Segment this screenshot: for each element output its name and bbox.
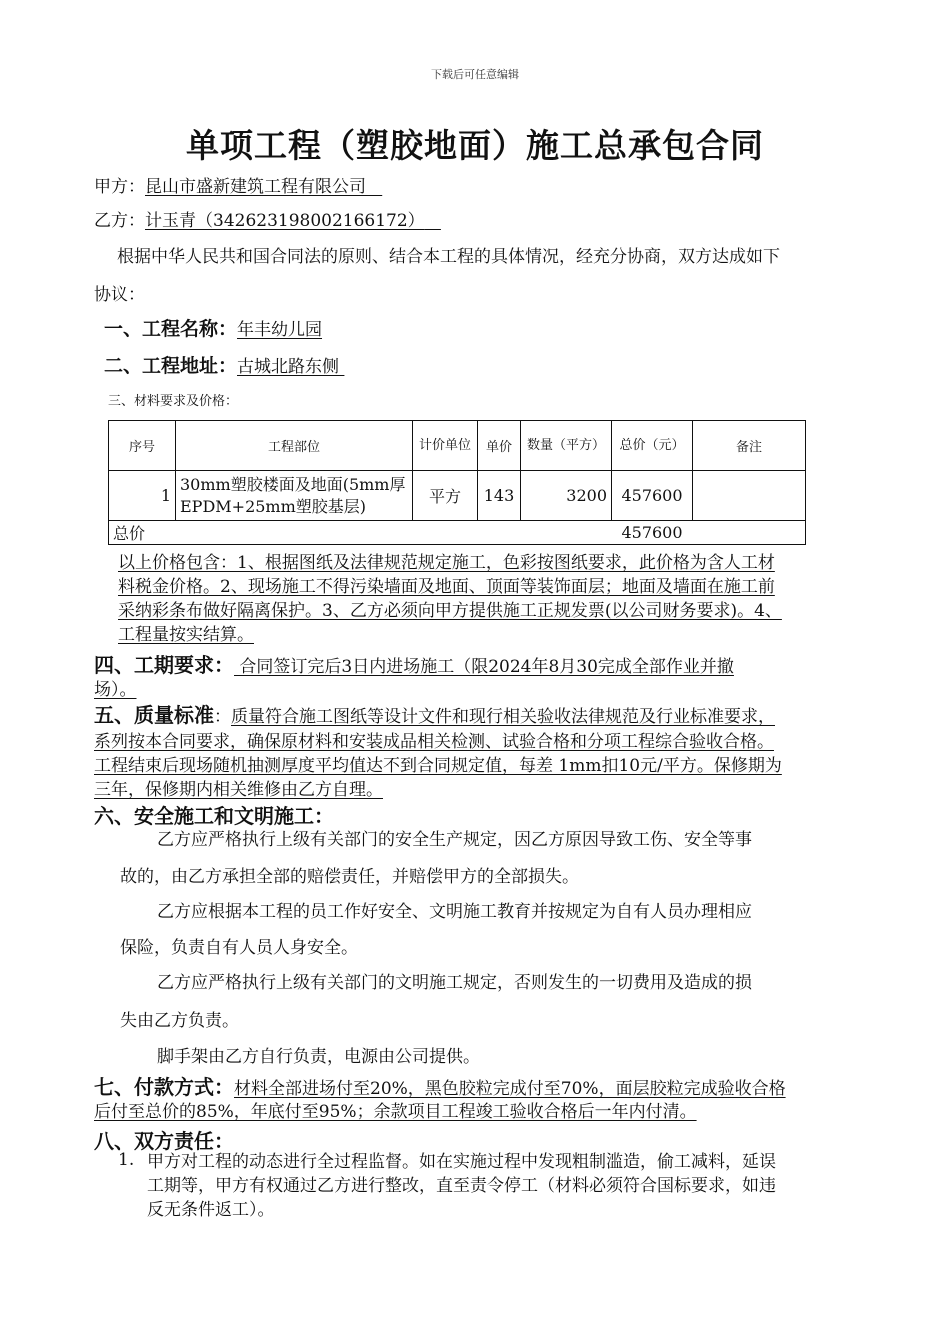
th-price: 单价 [478,421,521,471]
section-8-item-1-line-3: 反无条件返工）。 [147,1200,275,1220]
section-2-value: 古城北路东侧 [237,357,340,377]
cell-qty: 3200 [521,471,612,521]
cell-note [693,471,806,521]
section-8-item-1 [147,1150,776,1222]
section-2 [104,351,344,378]
section-6-label: 六、安全施工和文明施工： [94,804,334,828]
cell-no: 1 [109,471,176,521]
section-8-label: 八、双方责任： [94,1129,234,1153]
header-note: 下载后可任意编辑 [431,68,519,81]
section-6-p4: 脚手架由乙方自行负责，电源由公司提供。 [157,1047,480,1067]
th-unit: 计价单位 [413,421,478,471]
sum-value: 457600 [612,521,693,545]
table-row [109,471,806,521]
section-7-label: 七、付款方式： [94,1075,234,1099]
section-6-p3b: 失由乙方负责。 [120,1011,239,1031]
cell-price: 143 [478,471,521,521]
section-5-line-1: 质量符合施工图纸等设计文件和现行相关验收法律规范及行业标准要求， [231,707,775,727]
section-6-p1b: 故的，由乙方承担全部的赔偿责任，并赔偿甲方的全部损失。 [120,867,579,887]
price-note-line-1: 以上价格包含：1、根据图纸及法律规范规定施工，色彩按图纸要求，此价格为含人工材 [118,553,775,573]
section-5-line-4: 三年，保修期内相关维修由乙方自理。 [94,780,383,800]
price-note-line-2: 料税金价格。2、现场施工不得污染墙面及地面、顶面等装饰面层；地面及墙面在施工前 [118,577,775,597]
price-note-line-3: 采纳彩条布做好隔离保护。3、乙方必须向甲方提供施工正规发票(以公司财务要求)。4、 [118,601,782,621]
page-title: 单项工程（塑胶地面）施工总承包合同 [186,126,764,165]
section-4-line-1: 合同签订完后3日内进场施工（限2024年8月30完成全部作业并撤 [234,657,734,677]
materials-table [108,420,806,545]
section-5-label: 五、质量标准 [94,703,214,727]
price-note [118,551,782,647]
section-5-line-3: 工程结束后现场随机抽测厚度平均值达不到合同规定值，每差 1mm扣10元/平方。保修期为 [94,756,782,776]
cell-part: 30mm塑胶楼面及地面(5mm厚EPDM+25mm塑胶基层) [176,471,413,521]
section-7 [94,1074,786,1122]
section-4-label: 四、工期要求： [94,653,234,677]
party-a [94,172,382,197]
party-b-value: 计玉青（342623198002166172） [145,211,425,231]
section-6-p2a: 乙方应根据本工程的员工作好安全、文明施工教育并按规定为自有人员办理相应 [157,902,752,922]
section-3-label: 三、材料要求及价格： [108,394,239,409]
section-5: 五、质量标准：质量符合施工图纸等设计文件和现行相关验收法律规范及行业标准要求， 系列按本合同要求，确保原材料和安装成品相关检测、试验合格和分项工程综合验收合格。 工程结束后现场随机抽测厚度平均值达不到合同规定值，每差 1mm扣10元/平方。保修期为 三年，保修期内相关维修由乙方自理。 [94,703,782,800]
th-total: 总价（元） [612,421,693,471]
section-6-p1a: 乙方应严格执行上级有关部门的安全生产规定，因乙方原因导致工伤、安全等事 [157,830,752,850]
section-5-line-2: 系列按本合同要求，确保原材料和安装成品相关检测、试验合格和分项工程综合验收合格。 [94,732,774,752]
section-8-item-1-line-2: 工期等，甲方有权通过乙方进行整改，直至责令停工（材料必须符合国标要求，如违 [147,1176,776,1196]
party-a-label: 甲方： [94,177,145,197]
party-b [94,206,441,231]
section-4 [94,652,734,700]
sum-label: 总价 [109,521,612,545]
section-1-label: 一、工程名称： [104,318,238,340]
party-b-label: 乙方： [94,211,145,231]
section-7-line-2: 后付至总价的85%，年底付至95%；余款项目工程竣工验收合格后一年内付清。 [94,1102,697,1122]
section-2-label: 二、工程地址： [104,355,238,377]
section-7-line-1: 材料全部进场付至20%，黑色胶粒完成付至70%，面层胶粒完成验收合格 [234,1079,786,1099]
th-note: 备注 [693,421,806,471]
section-6-p3a: 乙方应严格执行上级有关部门的文明施工规定，否则发生的一切费用及造成的损 [157,973,752,993]
th-qty: 数量（平方） [521,421,612,471]
section-8-item-1-line-1: 甲方对工程的动态进行全过程监督。如在实施过程中发现粗制滥造，偷工减料，延误 [147,1152,776,1172]
intro-line-2: 协议： [94,285,145,305]
section-8-item-1-no: 1. [118,1150,135,1170]
party-a-value: 昆山市盛新建筑工程有限公司 [145,177,366,197]
cell-total: 457600 [612,471,693,521]
section-6-p2b: 保险，负责自有人员人身安全。 [120,938,358,958]
table-sum-row [109,521,806,545]
intro-line-1: 根据中华人民共和国合同法的原则、结合本工程的具体情况，经充分协商，双方达成如下 [117,247,780,267]
section-4-line-2: 场）。 [94,680,137,700]
price-note-line-4: 工程量按实结算。 [118,625,254,645]
section-1-value: 年丰幼儿园 [237,320,323,340]
cell-unit: 平方 [413,471,478,521]
th-part: 工程部位 [176,421,413,471]
th-no: 序号 [109,421,176,471]
section-1 [104,314,322,341]
table-header-row [109,421,806,471]
